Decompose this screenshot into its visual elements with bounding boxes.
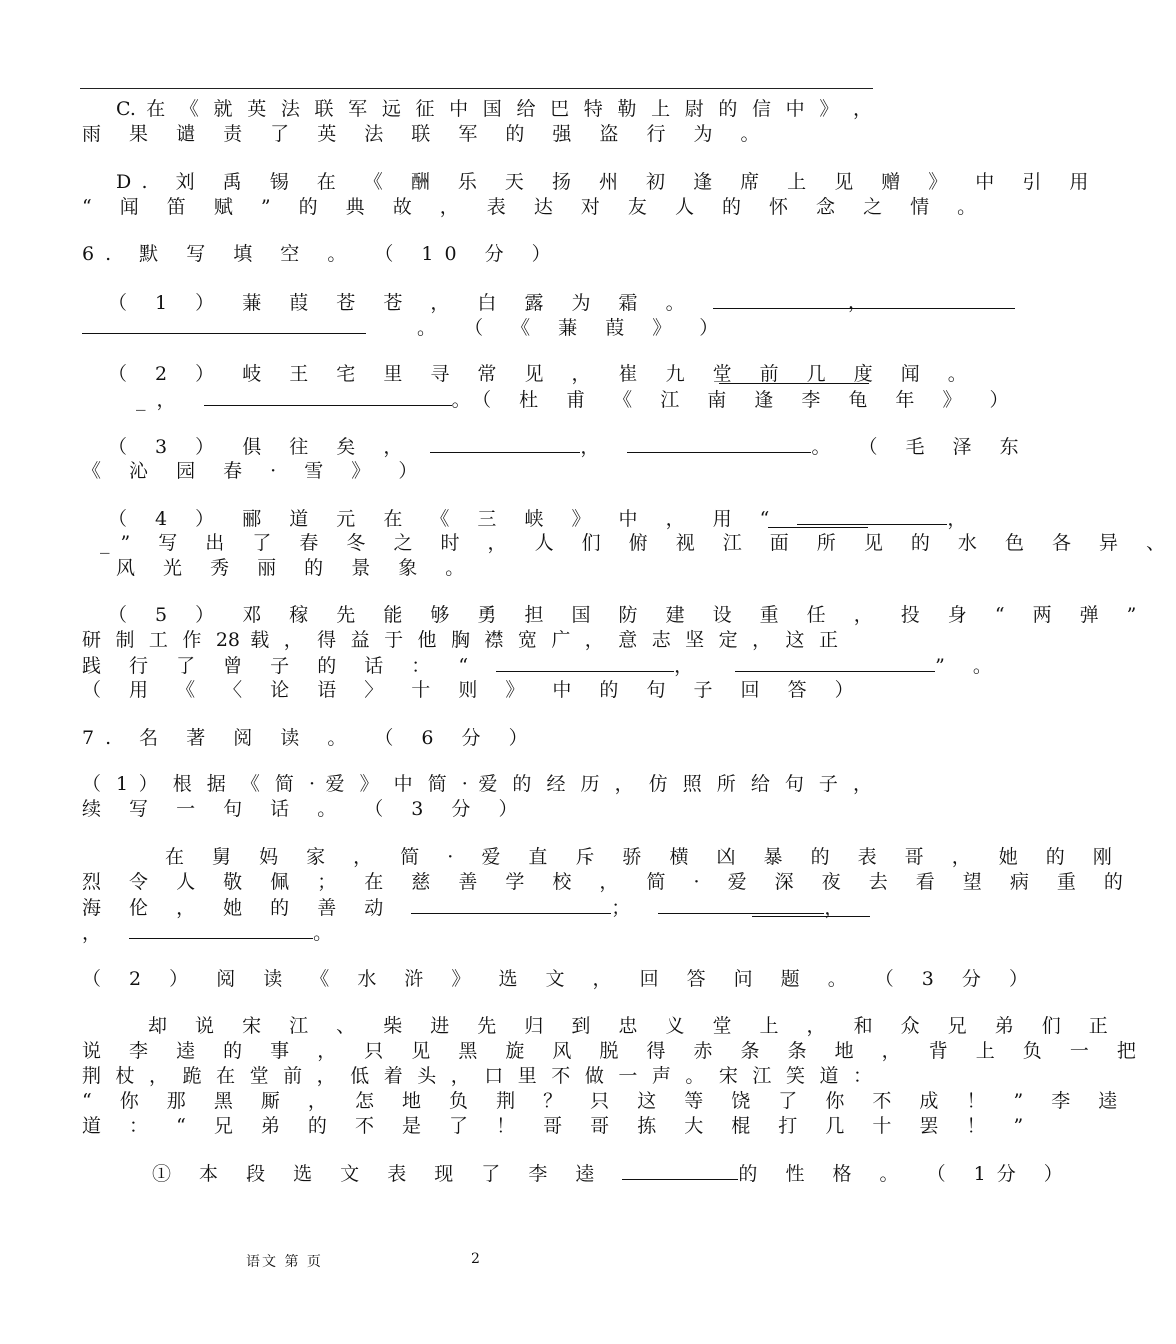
q6-item-5-line-2: 研 制 工 作 28 载 ， 得 益 于 他 胸 襟 宽 广 ， 意 志 坚 定 ， 这 正 bbox=[82, 629, 838, 651]
q6-item-2-line-1: （ 2 ） 岐 王 宅 里 寻 常 见 ， 崔 九 堂 前 几 度 闻 。 bbox=[108, 363, 978, 385]
q6-item-4-line-2: _” 写 出 了 春 冬 之 时 ， 人 们 俯 视 江 面 所 见 的 水 色 各 异 、 bbox=[100, 532, 1176, 554]
answer-blank[interactable] bbox=[411, 895, 611, 914]
passage-line-2: 说 李 逵 的 事 ， 只 见 黑 旋 风 脱 得 赤 条 条 地 ， 背 上 负 一 把 bbox=[82, 1040, 1147, 1062]
q7-part-2-title: （ 2 ） 阅 读 《 水 浒 》 选 文 ， 回 答 问 题 。 （ 3 分 ） bbox=[82, 968, 1039, 990]
question-7-title: 7. 名 著 阅 读 。 （ 6 分 ） bbox=[82, 727, 539, 749]
option-c-line-2: 雨 果 谴 责 了 英 法 联 军 的 强 盗 行 为 。 bbox=[82, 123, 771, 145]
passage-line-5: 道 ： “ 兄 弟 的 不 是 了 ！ 哥 哥 拣 大 棍 打 几 十 罢 ！ ” bbox=[82, 1115, 1035, 1137]
q6-item-5-line-4: （ 用 《 〈 论 语 〉 十 则 》 中 的 句 子 回 答 ） bbox=[82, 679, 865, 701]
answer-blank[interactable] bbox=[752, 898, 870, 917]
q7-part-1-line-5: 海 伦 ， 她 的 善 动 ； ， bbox=[82, 895, 872, 920]
option-d-line-2: “ 闻 笛 赋 ” 的 典 故 ， 表 达 对 友 人 的 怀 念 之 情 。 bbox=[82, 196, 988, 218]
question-6-title: 6. 默 写 填 空 。 （ 10 分 ） bbox=[82, 243, 562, 265]
q7-part-1-line-2: 续 写 一 句 话 。 （ 3 分 ） bbox=[82, 798, 529, 820]
answer-blank[interactable] bbox=[82, 315, 366, 334]
header-rule bbox=[80, 88, 873, 89]
answer-blank[interactable] bbox=[735, 653, 935, 672]
answer-blank[interactable] bbox=[204, 387, 452, 406]
q6-item-4-line-3: 风 光 秀 丽 的 景 象 。 bbox=[116, 557, 476, 579]
q7-sub-question-1: ① 本 段 选 文 表 现 了 李 逵 的 性 格 。 （ 1分 ） bbox=[152, 1163, 1074, 1185]
q6-item-3-line-2: 《 沁 园 春 · 雪 》 ） bbox=[82, 460, 429, 482]
answer-blank[interactable] bbox=[627, 434, 811, 453]
answer-blank[interactable] bbox=[129, 920, 313, 939]
answer-blank[interactable] bbox=[496, 653, 674, 672]
footer-label: 语文 第 页 bbox=[246, 1254, 323, 1270]
q6-item-4-line-1: （ 4 ） 郦 道 元 在 《 三 峡 》 中 ， 用 “ ， bbox=[108, 508, 978, 530]
q6-item-5-line-1: （ 5 ） 邓 稼 先 能 够 勇 担 国 防 建 设 重 任 ， 投 身 “ 两 弹 ” bbox=[108, 604, 1148, 626]
passage-line-3: 荆 杖 ， 跪 在 堂 前 ， 低 着 头 ， 口 里 不 做 一 声 。 宋 江 笑 道 ： bbox=[82, 1065, 872, 1087]
q6-item-1-line-2: 。 （ 《 蒹 葭 》 ） bbox=[82, 315, 872, 340]
q7-part-1-line-1: （ 1 ） 根 据 《 简 · 爱 》 中 简 · 爱 的 经 历 ， 仿 照 所 给 句 子 ， bbox=[82, 773, 872, 795]
q7-part-1-line-4: 烈 令 人 敬 佩 ； 在 慈 善 学 校 ， 简 · 爱 深 夜 去 看 望 病 重 的 bbox=[82, 871, 1134, 893]
q6-item-1-line-1: （ 1 ） 蒹 葭 苍 苍 ， 白 露 为 霜 。 ， bbox=[108, 290, 898, 315]
answer-blank[interactable] bbox=[768, 509, 868, 528]
option-d-line-1: D. 刘 禹 锡 在 《 酬 乐 天 扬 州 初 逢 席 上 见 赠 》 中 引 用 bbox=[116, 171, 1100, 193]
option-c-line-1: C. 在 《 就 英 法 联 军 远 征 中 国 给 巴 特 勒 上 尉 的 信 中 》 ， bbox=[116, 98, 872, 120]
answer-blank[interactable] bbox=[430, 434, 580, 453]
answer-blank[interactable] bbox=[622, 1161, 738, 1180]
page-number: 2 bbox=[471, 1251, 482, 1267]
q6-item-2-line-2: _， 。（ 杜 甫 《 江 南 逢 李 龟 年 》 ） bbox=[136, 389, 1020, 411]
q7-part-1-line-6: ， 。 bbox=[82, 922, 344, 944]
passage-line-1: 却 说 宋 江 、 柴 进 先 归 到 忠 义 堂 上 ， 和 众 兄 弟 们 正 bbox=[148, 1015, 1119, 1037]
answer-blank[interactable] bbox=[719, 365, 869, 384]
q7-part-1-line-3: 在 舅 妈 家 ， 简 · 爱 直 斥 骄 横 凶 暴 的 表 哥 ， 她 的 刚 bbox=[165, 846, 1123, 868]
q6-item-5-line-3: 践 行 了 曾 子 的 话 ： “ ， ” 。 bbox=[82, 655, 1003, 677]
passage-line-4: “ 你 那 黑 厮 ， 怎 地 负 荆 ？ 只 这 等 饶 了 你 不 成 ！ ” 李 逵 bbox=[82, 1090, 1129, 1112]
q6-item-3-line-1: （ 3 ） 俱 往 矣 ， ， 。 （ 毛 泽 东 bbox=[108, 436, 1030, 458]
